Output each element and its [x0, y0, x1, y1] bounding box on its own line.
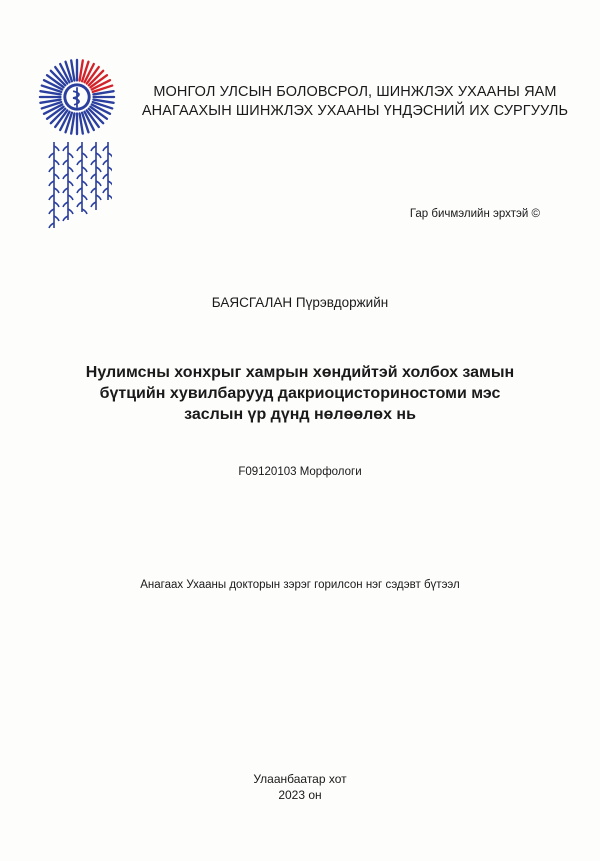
copyright-notice: Гар бичмэлийн эрхтэй ©	[409, 208, 540, 220]
city: Улаанбаатар хот	[253, 772, 347, 786]
degree-description: Анагаах Ухааны докторын зэрэг горилсон нэг сэдэвт бүтээл	[140, 579, 460, 591]
thesis-title-line-1: Нулимсны хонхрыг хамрын хөндийтэй холбох замын	[85, 364, 515, 381]
thesis-title	[80, 362, 520, 425]
thesis-title-line-3: заслын үр дүнд нөлөөлөх нь	[184, 406, 416, 423]
mongolian-script-icon	[48, 140, 112, 232]
thesis-title-line-2: бүтцийн хувилбарууд дакриоцисториностоми мэс	[99, 385, 501, 402]
institution-header	[140, 83, 570, 121]
university-name: АНАГААХЫН ШИНЖЛЭХ УХААНЫ ҮНДЭСНИЙ ИХ СУРГУУЛЬ	[141, 103, 569, 119]
ministry-name: МОНГОЛ УЛСЫН БОЛОВСРОЛ, ШИНЖЛЭХ УХААНЫ ЯАМ	[153, 84, 557, 100]
specialty-code: F09120103 Морфологи	[238, 466, 362, 478]
place-and-year	[0, 771, 600, 803]
year: 2023 он	[278, 788, 322, 802]
author-name: БАЯСГАЛАН Пүрэвдоржийн	[211, 295, 389, 310]
medical-emblem-icon	[38, 58, 116, 136]
